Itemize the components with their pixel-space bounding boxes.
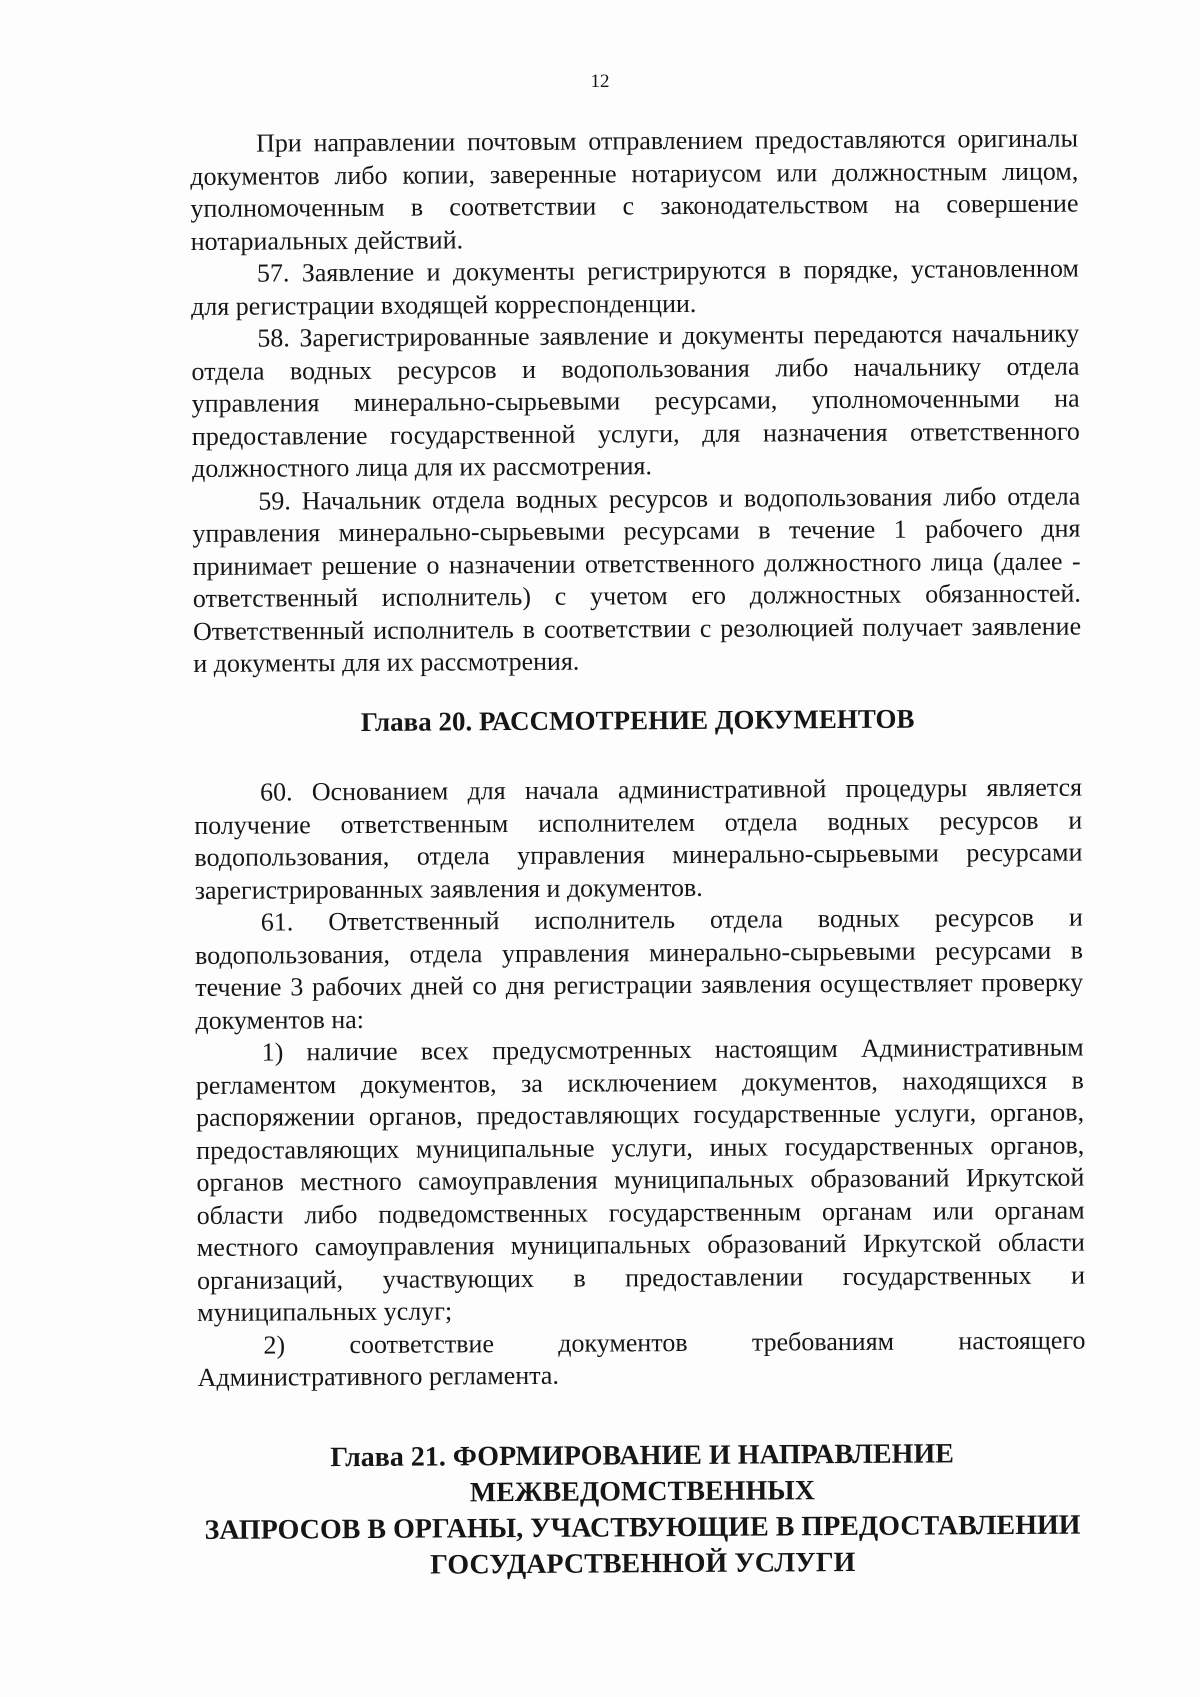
paragraph-57: 57. Заявление и документы регистрируются в порядке, установленном для регистрации входящей корреспонденции. — [190, 253, 1079, 321]
paragraph-postal-submission: При направлении почтовым отправлением предоставляются оригиналы документов либо копии, заверенные нотариусом или должностным лицом, уполномоченным в соответствии с законодательством на совершение нотариальных действий. — [190, 123, 1079, 256]
document-body — [190, 123, 1087, 1585]
chapter-21-title — [198, 1435, 1087, 1584]
paragraph-61: 61. Ответственный исполнитель отдела водных ресурсов и водопользования, отдела управления минерально-сырьевыми ресурсами в течение 3 рабочих дней со дня регистрации заявления осуществляет проверку документов на: — [194, 902, 1084, 1035]
paragraph-59: 59. Начальник отдела водных ресурсов и водопользования либо отдела управления минерально-сырьевыми ресурсами в течение 1 рабочего дня принимает решение о назначении ответственного должностного лица (далее - ответственный исполнитель) с учетом его должностных обязанностей. Ответственный исполнитель в соответствии с резолюцией получает заявление и документы для их рассмотрения. — [192, 481, 1082, 678]
chapter-20-title: Глава 20. РАССМОТРЕНИЕ ДОКУМЕНТОВ — [360, 703, 915, 737]
paragraph-61-item-1: 1) наличие всех предусмотренных настоящим Административным регламентом документов, за исключением документов, находящихся в распоряжении органов, предоставляющих государственные услуги, органов, предоставляющих муниципальные услуги, иных государственных органов, органов местного самоуправления муниципальных образований Иркутской области либо подведомственных государственным органам или органам местного самоуправления муниципальных образований Иркутской области организаций, участвующих в предоставлении государственных и муниципальных услуг; — [195, 1032, 1086, 1327]
chapter-21-title-line-2: ЗАПРОСОВ В ОРГАНЫ, УЧАСТВУЮЩИЕ В ПРЕДОСТАВЛЕНИИ — [204, 1509, 1081, 1546]
page-number: 12 — [590, 71, 610, 92]
paragraph-61-item-2: 2) соответствие документов требованиям настоящего Административного регламента. — [197, 1325, 1086, 1392]
paragraph-60: 60. Основанием для начала административной процедуры является получение ответственным исполнителем отдела водных ресурсов и водопользования, отдела управления минерально-сырьевыми ресурсами зарегистрированных заявления и документов. — [194, 772, 1083, 905]
chapter-21-title-line-1: Глава 21. ФОРМИРОВАНИЕ И НАПРАВЛЕНИЕ МЕЖВЕДОМСТВЕННЫХ — [330, 1437, 954, 1508]
paragraph-58: 58. Зарегистрированные заявление и документы передаются начальнику отдела водных ресурсов и водопользования либо начальнику отдела управления минерально-сырьевыми ресурсами, уполномоченными на предоставление государственной услуги, для назначения ответственного должностного лица для их рассмотрения. — [191, 318, 1080, 483]
chapter-21-title-line-3: ГОСУДАРСТВЕННОЙ УСЛУГИ — [430, 1546, 856, 1581]
